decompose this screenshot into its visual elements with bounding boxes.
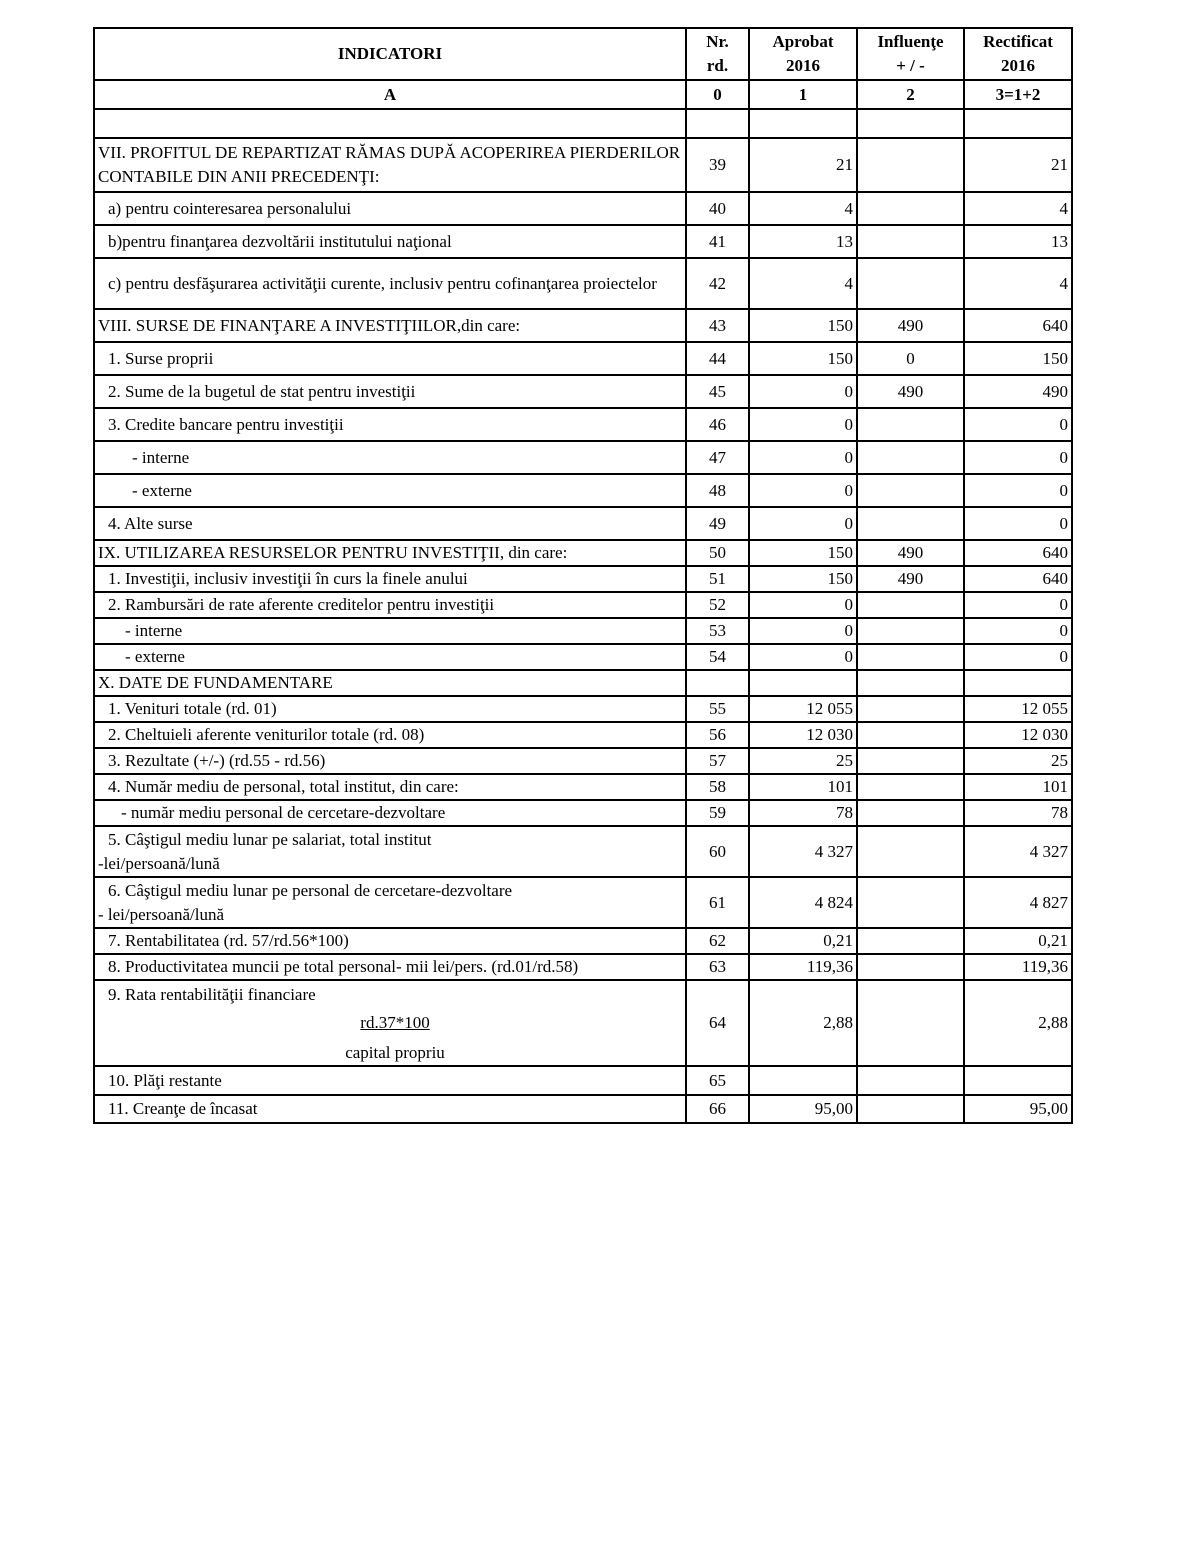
aprobat-value: 25 — [749, 748, 857, 774]
table-row — [94, 309, 1072, 342]
aprobat-value: 4 327 — [749, 826, 857, 877]
indicator-cell: 6. Câştigul mediu lunar pe personal de cercetare-dezvoltare - lei/persoană/lună — [94, 877, 686, 928]
row-number-cell: 43 — [686, 309, 749, 342]
influente-value — [857, 192, 964, 225]
aprobat-value: 0 — [749, 592, 857, 618]
column-codes-row — [94, 80, 1072, 109]
row-number-cell: 48 — [686, 474, 749, 507]
indicator-cell: 2. Cheltuieli aferente veniturilor totale (rd. 08) — [94, 722, 686, 748]
indicator-cell: 7. Rentabilitatea (rd. 57/rd.56*100) — [94, 928, 686, 954]
aprobat-value: 0 — [749, 408, 857, 441]
table-row — [94, 408, 1072, 441]
aprobat-value: 95,00 — [749, 1095, 857, 1123]
code-a: A — [94, 80, 686, 109]
aprobat-value: 119,36 — [749, 954, 857, 980]
indicator-cell: 8. Productivitatea muncii pe total personal- mii lei/pers. (rd.01/rd.58) — [94, 954, 686, 980]
indicator-cell: 2. Sume de la bugetul de stat pentru investiţii — [94, 375, 686, 408]
table-row — [94, 474, 1072, 507]
indicator-cell: VII. PROFITUL DE REPARTIZAT RĂMAS DUPĂ ACOPERIREA PIERDERILOR CONTABILE DIN ANII PRECEDENŢI: — [94, 138, 686, 192]
influente-value — [857, 774, 964, 800]
indicator-cell: 3. Rezultate (+/-) (rd.55 - rd.56) — [94, 748, 686, 774]
table-row — [94, 618, 1072, 644]
indicator-cell: 2. Rambursări de rate aferente creditelor pentru investiţii — [94, 592, 686, 618]
aprobat-value: 0 — [749, 375, 857, 408]
influente-value — [857, 408, 964, 441]
header-row — [94, 28, 1072, 80]
row-number-cell: 59 — [686, 800, 749, 826]
rectificat-value: 0 — [964, 618, 1072, 644]
rectificat-value: 12 030 — [964, 722, 1072, 748]
rectificat-value: 0 — [964, 408, 1072, 441]
table-row — [94, 722, 1072, 748]
table-row — [94, 748, 1072, 774]
indicator-cell: 1. Surse proprii — [94, 342, 686, 375]
table-row — [94, 877, 1072, 928]
influente-value — [857, 138, 964, 192]
table-row — [94, 540, 1072, 566]
indicator-cell: - externe — [94, 644, 686, 670]
indicator-cell: IX. UTILIZAREA RESURSELOR PENTRU INVESTIŢII, din care: — [94, 540, 686, 566]
indicator-cell: a) pentru cointeresarea personalului — [94, 192, 686, 225]
aprobat-value: 0 — [749, 474, 857, 507]
aprobat-value: 12 030 — [749, 722, 857, 748]
row-number-cell: 45 — [686, 375, 749, 408]
table-row — [94, 138, 1072, 192]
rectificat-value: 25 — [964, 748, 1072, 774]
aprobat-value: 4 — [749, 258, 857, 309]
influente-value — [857, 474, 964, 507]
table-row — [94, 342, 1072, 375]
table-row — [94, 375, 1072, 408]
row-number-cell: 51 — [686, 566, 749, 592]
indicator-cell: 4. Număr mediu de personal, total institut, din care: — [94, 774, 686, 800]
row-number-cell: 50 — [686, 540, 749, 566]
table-row — [94, 774, 1072, 800]
aprobat-value: 4 824 — [749, 877, 857, 928]
indicator-cell: - externe — [94, 474, 686, 507]
aprobat-value: 21 — [749, 138, 857, 192]
aprobat-value: 0 — [749, 618, 857, 644]
influente-value — [857, 826, 964, 877]
aprobat-value: 0 — [749, 644, 857, 670]
influente-value — [857, 670, 964, 696]
row-number-cell: 65 — [686, 1066, 749, 1095]
code-2: 2 — [857, 80, 964, 109]
header-rectificat: Rectificat 2016 — [964, 28, 1072, 80]
spacer-row — [94, 109, 1072, 138]
rectificat-value: 4 327 — [964, 826, 1072, 877]
aprobat-value: 2,88 — [749, 980, 857, 1066]
influente-value: 490 — [857, 375, 964, 408]
rectificat-value: 13 — [964, 225, 1072, 258]
code-3: 3=1+2 — [964, 80, 1072, 109]
indicator-cell: 10. Plăţi restante — [94, 1066, 686, 1095]
table-row — [94, 566, 1072, 592]
row-number-cell — [686, 670, 749, 696]
row-number-cell: 62 — [686, 928, 749, 954]
row-number-cell: 58 — [686, 774, 749, 800]
header-influente: Influenţe + / - — [857, 28, 964, 80]
row-number-cell: 55 — [686, 696, 749, 722]
row-number-cell: 52 — [686, 592, 749, 618]
table-row — [94, 980, 1072, 1066]
header-indicatori: INDICATORI — [94, 28, 686, 80]
indicator-cell: - interne — [94, 618, 686, 644]
row-number-cell: 64 — [686, 980, 749, 1066]
row-number-cell: 49 — [686, 507, 749, 540]
aprobat-value — [749, 1066, 857, 1095]
table-row — [94, 800, 1072, 826]
aprobat-value: 0,21 — [749, 928, 857, 954]
rectificat-value: 12 055 — [964, 696, 1072, 722]
indicator-cell: c) pentru desfăşurarea activităţii curente, inclusiv pentru cofinanţarea proiectelor — [94, 258, 686, 309]
rectificat-value: 2,88 — [964, 980, 1072, 1066]
aprobat-value: 12 055 — [749, 696, 857, 722]
aprobat-value: 150 — [749, 566, 857, 592]
code-1: 1 — [749, 80, 857, 109]
budget-table — [93, 27, 1073, 1124]
aprobat-value: 0 — [749, 507, 857, 540]
table-row — [94, 826, 1072, 877]
influente-value — [857, 441, 964, 474]
influente-value — [857, 877, 964, 928]
influente-value — [857, 225, 964, 258]
rectificat-value: 119,36 — [964, 954, 1072, 980]
row-number-cell: 53 — [686, 618, 749, 644]
row-number-cell: 66 — [686, 1095, 749, 1123]
influente-value — [857, 748, 964, 774]
rectificat-value: 0 — [964, 441, 1072, 474]
row-number-cell: 56 — [686, 722, 749, 748]
row-number-cell: 61 — [686, 877, 749, 928]
rectificat-value: 150 — [964, 342, 1072, 375]
table-row — [94, 592, 1072, 618]
influente-value — [857, 800, 964, 826]
rectificat-value: 0 — [964, 592, 1072, 618]
influente-value — [857, 592, 964, 618]
rectificat-value — [964, 670, 1072, 696]
rectificat-value: 640 — [964, 566, 1072, 592]
indicator-cell: - interne — [94, 441, 686, 474]
code-0: 0 — [686, 80, 749, 109]
aprobat-value: 150 — [749, 540, 857, 566]
aprobat-value: 78 — [749, 800, 857, 826]
row-number-cell: 47 — [686, 441, 749, 474]
table-row — [94, 696, 1072, 722]
aprobat-value: 150 — [749, 309, 857, 342]
table-row — [94, 225, 1072, 258]
influente-value — [857, 696, 964, 722]
rectificat-value: 4 827 — [964, 877, 1072, 928]
influente-value: 0 — [857, 342, 964, 375]
influente-value — [857, 928, 964, 954]
table-row — [94, 954, 1072, 980]
row-number-cell: 60 — [686, 826, 749, 877]
row-number-cell: 40 — [686, 192, 749, 225]
rectificat-value: 0,21 — [964, 928, 1072, 954]
aprobat-value: 101 — [749, 774, 857, 800]
rectificat-value: 21 — [964, 138, 1072, 192]
table-row — [94, 928, 1072, 954]
row-number-cell: 54 — [686, 644, 749, 670]
indicator-cell: VIII. SURSE DE FINANŢARE A INVESTIŢIILOR,din care: — [94, 309, 686, 342]
row-number-cell: 39 — [686, 138, 749, 192]
indicator-cell: X. DATE DE FUNDAMENTARE — [94, 670, 686, 696]
influente-value — [857, 954, 964, 980]
rectificat-value: 640 — [964, 309, 1072, 342]
indicator-cell: 11. Creanţe de încasat — [94, 1095, 686, 1123]
indicator-cell: 9. Rata rentabilităţii financiare rd.37*100 capital propriu — [94, 980, 686, 1066]
influente-value — [857, 618, 964, 644]
table-row — [94, 644, 1072, 670]
formula-denominator: capital propriu — [345, 1043, 445, 1062]
row-number-cell: 63 — [686, 954, 749, 980]
table-row — [94, 507, 1072, 540]
rectificat-value: 78 — [964, 800, 1072, 826]
aprobat-value: 150 — [749, 342, 857, 375]
rectificat-value: 95,00 — [964, 1095, 1072, 1123]
table-row — [94, 670, 1072, 696]
aprobat-value: 4 — [749, 192, 857, 225]
rectificat-value: 0 — [964, 474, 1072, 507]
header-aprobat: Aprobat 2016 — [749, 28, 857, 80]
row-number-cell: 57 — [686, 748, 749, 774]
rectificat-value: 4 — [964, 258, 1072, 309]
table-row — [94, 1066, 1072, 1095]
table-row — [94, 258, 1072, 309]
indicator-cell: 1. Investiţii, inclusiv investiţii în curs la finele anului — [94, 566, 686, 592]
indicator-cell: - număr mediu personal de cercetare-dezvoltare — [94, 800, 686, 826]
table-row — [94, 441, 1072, 474]
indicator-cell: 3. Credite bancare pentru investiţii — [94, 408, 686, 441]
indicator-cell: 1. Venituri totale (rd. 01) — [94, 696, 686, 722]
influente-value — [857, 1095, 964, 1123]
rectificat-value: 101 — [964, 774, 1072, 800]
influente-value: 490 — [857, 566, 964, 592]
influente-value — [857, 980, 964, 1066]
row-number-cell: 42 — [686, 258, 749, 309]
table-row — [94, 192, 1072, 225]
influente-value — [857, 258, 964, 309]
indicator-cell: 5. Câştigul mediu lunar pe salariat, total institut -lei/persoană/lună — [94, 826, 686, 877]
rectificat-value: 490 — [964, 375, 1072, 408]
indicator-cell: b)pentru finanţarea dezvoltării institutului naţional — [94, 225, 686, 258]
table-row — [94, 1095, 1072, 1123]
header-nr-rd: Nr. rd. — [686, 28, 749, 80]
aprobat-value: 0 — [749, 441, 857, 474]
influente-value: 490 — [857, 540, 964, 566]
rectificat-value: 640 — [964, 540, 1072, 566]
rectificat-value: 0 — [964, 507, 1072, 540]
row-number-cell: 44 — [686, 342, 749, 375]
influente-value: 490 — [857, 309, 964, 342]
row-number-cell: 46 — [686, 408, 749, 441]
influente-value — [857, 507, 964, 540]
row-number-cell: 41 — [686, 225, 749, 258]
rectificat-value: 4 — [964, 192, 1072, 225]
indicator-cell: 4. Alte surse — [94, 507, 686, 540]
aprobat-value — [749, 670, 857, 696]
influente-value — [857, 644, 964, 670]
influente-value — [857, 722, 964, 748]
aprobat-value: 13 — [749, 225, 857, 258]
rectificat-value — [964, 1066, 1072, 1095]
formula-numerator: rd.37*100 — [360, 1013, 430, 1032]
rectificat-value: 0 — [964, 644, 1072, 670]
influente-value — [857, 1066, 964, 1095]
